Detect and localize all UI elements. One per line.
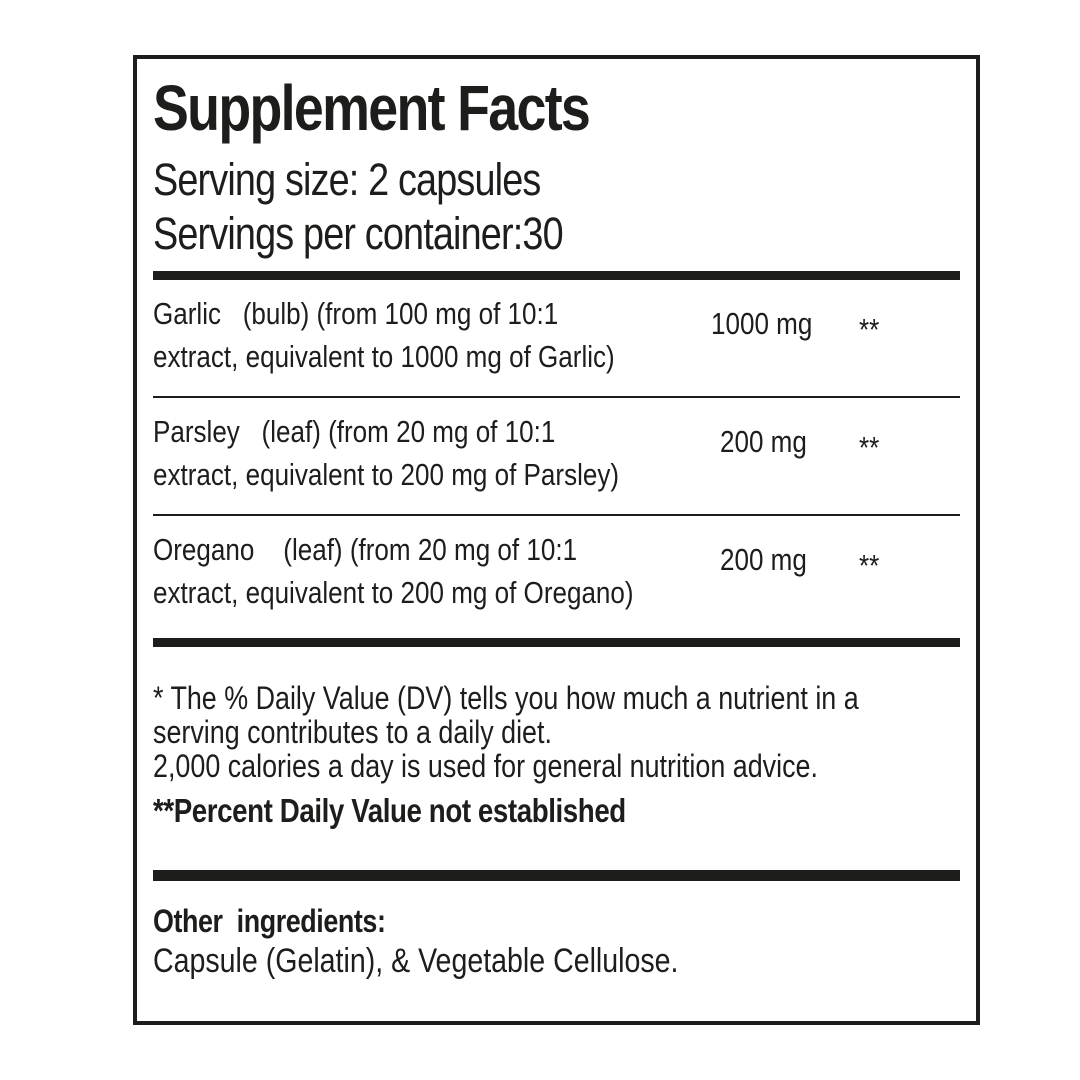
other-ingredients-text: Capsule (Gelatin), & Vegetable Cellulose. [153, 942, 679, 980]
ingredient-row-parsley [153, 398, 960, 496]
other-ingredients-section [153, 901, 960, 981]
ingredient-text-line: Parsley (leaf) (from 20 mg of 10:1 [153, 414, 556, 449]
panel-title-text: Supplement Facts [153, 72, 590, 144]
footnote-line: serving contributes to a daily diet. [153, 714, 552, 750]
ingredient-row-oregano [153, 516, 960, 614]
ingredient-amount: 1000 mg [711, 306, 813, 341]
percent-dv-not-established-note: **Percent Daily Value not established [153, 792, 626, 829]
supplement-facts-panel [133, 55, 980, 1025]
ingredient-row-garlic [153, 280, 960, 378]
ingredient-text-line: extract, equivalent to 200 mg of Parsley) [153, 457, 620, 492]
footnote-line: 2,000 calories a day is used for general nutrition advice. [153, 748, 818, 784]
serving-info [153, 153, 960, 261]
panel-title [153, 72, 960, 144]
daily-value-footnote [153, 681, 960, 828]
other-ingredients-heading: Other ingredients: [153, 903, 386, 939]
servings-per-container-line: Servings per container:30 [153, 208, 563, 259]
ingredient-amount: 200 mg [719, 542, 807, 577]
thick-divider-bottom [153, 870, 960, 881]
serving-size-line: Serving size: 2 capsules [153, 154, 541, 205]
ingredient-daily-value: ** [859, 548, 880, 583]
ingredient-text-line: extract, equivalent to 200 mg of Oregano) [153, 575, 634, 610]
ingredient-text-line: Garlic (bulb) (from 100 mg of 10:1 [153, 296, 559, 331]
ingredient-amount: 200 mg [719, 424, 807, 459]
footnote-line: * The % Daily Value (DV) tells you how much a nutrient in a [153, 680, 859, 716]
ingredient-daily-value: ** [859, 430, 880, 465]
ingredient-text-line: extract, equivalent to 1000 mg of Garlic) [153, 339, 615, 374]
ingredient-text-line: Oregano (leaf) (from 20 mg of 10:1 [153, 532, 578, 567]
thick-divider-middle [153, 638, 960, 647]
thick-divider-top [153, 271, 960, 280]
ingredient-daily-value: ** [859, 312, 880, 347]
